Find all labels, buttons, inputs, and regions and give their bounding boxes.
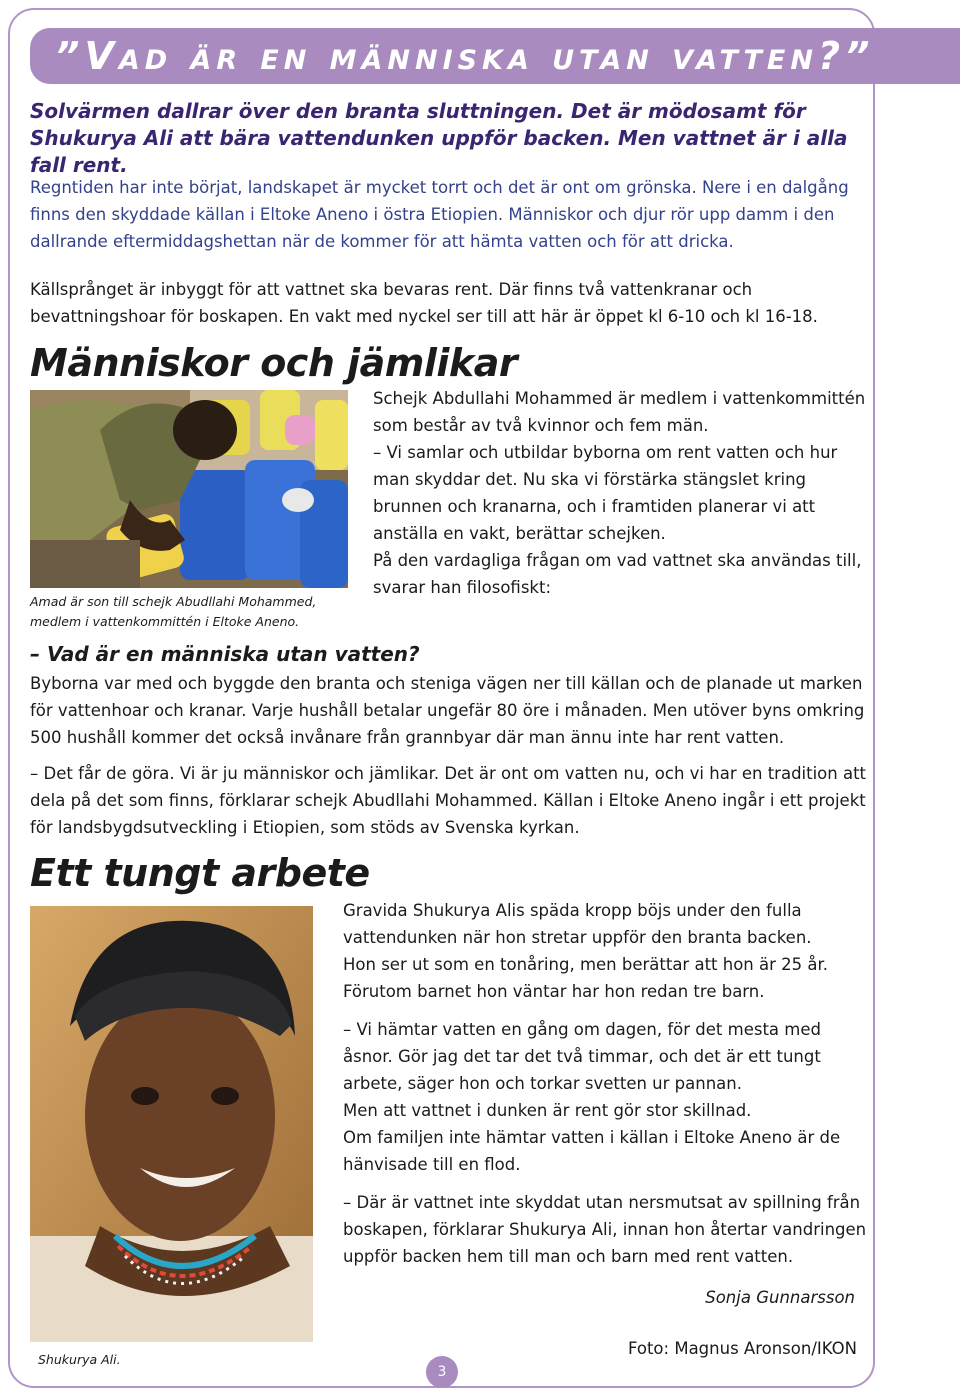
section-heading-hard-work: Ett tungt arbete — [30, 851, 370, 895]
section-heading-equals: Människor och jämlikar — [30, 341, 518, 385]
sidebar-paragraph: Schejk Abdullahi Mohammed är medlem i vattenkommittén som består av två kvinnor och fem män. — [373, 389, 866, 435]
story-paragraph: Förutom barnet hon väntar har hon redan tre barn. — [343, 982, 765, 1001]
page-title: ”Vad är en människa utan vatten?” — [55, 34, 875, 78]
story-paragraph: – Där är vattnet inte skyddat utan nersmutsat av spillning från boskapen, förklarar Shukurya Ali, innan hon återtar vandringen uppför backen hem till man och barn med rent vatten. — [343, 1193, 867, 1266]
photo-credit: Foto: Magnus Aronson/IKON — [627, 1339, 857, 1358]
body-paragraph-3: Byborna var med och byggde den branta och steniga vägen ner till källan och de planade ut marken för vattenhoar och kranar. Varje hushåll betalar ungefär 80 öre i månaden. Men utöver byns omkring 500 hushåll kommer det också invånare från grannbyar där man ännu inte har rent vatten. — [30, 674, 865, 747]
sidebar-paragraph: På den vardagliga frågan om vad vattnet ska användas till, svarar han filosofiskt: — [373, 551, 862, 597]
photo-caption-boy: Amad är son till schejk Abudllahi Mohammed, medlem i vattenkommittén i Eltoke Aneno. — [30, 594, 317, 629]
intro-paragraph-2: Källsprånget är inbyggt för att vattnet ska bevaras rent. Där finns två vattenkranar och bevattningshoar för boskapen. En vakt med nyckel ser till att här är öppet kl 6-10 och kl 16-18. — [30, 280, 818, 326]
paragraph-gap — [343, 1005, 868, 1016]
body-paragraph-4: – Det får de göra. Vi är ju människor och jämlikar. Det är ont om vatten nu, och vi har en tradition att dela på det som finns, förklarar schejk Abudllahi Mohammed. Källan i Eltoke Aneno ingår i ett projekt för landsbygdsutveckling i Etiopien, som stöds av Svenska kyrkan. — [30, 764, 867, 837]
paragraph-gap — [343, 1178, 868, 1189]
photo-boy-water-cans — [30, 390, 348, 588]
author-byline: Sonja Gunnarsson — [705, 1288, 855, 1307]
photo-shukurya-ali — [30, 906, 313, 1342]
photo-boy-water-cans-illustration — [30, 390, 348, 588]
story-paragraph: Gravida Shukurya Alis späda kropp böjs under den fulla vattendunken när hon stretar uppför den branta backen. — [343, 901, 812, 947]
story-paragraph: Men att vattnet i dunken är rent gör stor skillnad. — [343, 1101, 752, 1120]
page-number-badge: 3 — [426, 1356, 458, 1388]
lede-paragraph: Solvärmen dallrar över den branta sluttningen. Det är mödosamt för Shukurya Ali att bära vattendunken uppför backen. Men vattnet är i alla fall rent. — [30, 99, 848, 177]
sidebar-paragraph: – Vi samlar och utbildar byborna om rent vatten och hur man skyddar det. Nu ska vi förstärka stängslet kring brunnen och kranarna, och i framtiden planerar vi att anställa en vakt, berättar schejken. — [373, 443, 838, 543]
photo-shukurya-ali-illustration — [30, 906, 313, 1342]
story-paragraph: – Vi hämtar vatten en gång om dagen, för det mesta med åsnor. Gör jag det tar det två timmar, och det är ett tungt arbete, säger hon och torkar svetten ur pannan. — [343, 1020, 821, 1093]
photo-caption-shukurya: Shukurya Ali. — [38, 1352, 121, 1367]
intro-paragraph-1: Regntiden har inte börjat, landskapet är mycket torrt och det är ont om grönska. Nere i en dalgång finns den skyddade källan i Eltoke Aneno i östra Etiopien. Människor och djur rör upp damm i den dallrande eftermiddagshettan när de kommer för att hämta vatten och för att dricka. — [30, 178, 849, 251]
quote-line: – Vad är en människa utan vatten? — [30, 642, 420, 666]
story-paragraph: Om familjen inte hämtar vatten i källan i Eltoke Aneno är de hänvisade till en flod. — [343, 1128, 841, 1174]
sidebar-text-shukurya — [343, 897, 868, 1270]
sidebar-text-sheik — [373, 385, 868, 601]
story-paragraph: Hon ser ut som en tonåring, men berättar att hon är 25 år. — [343, 955, 829, 974]
